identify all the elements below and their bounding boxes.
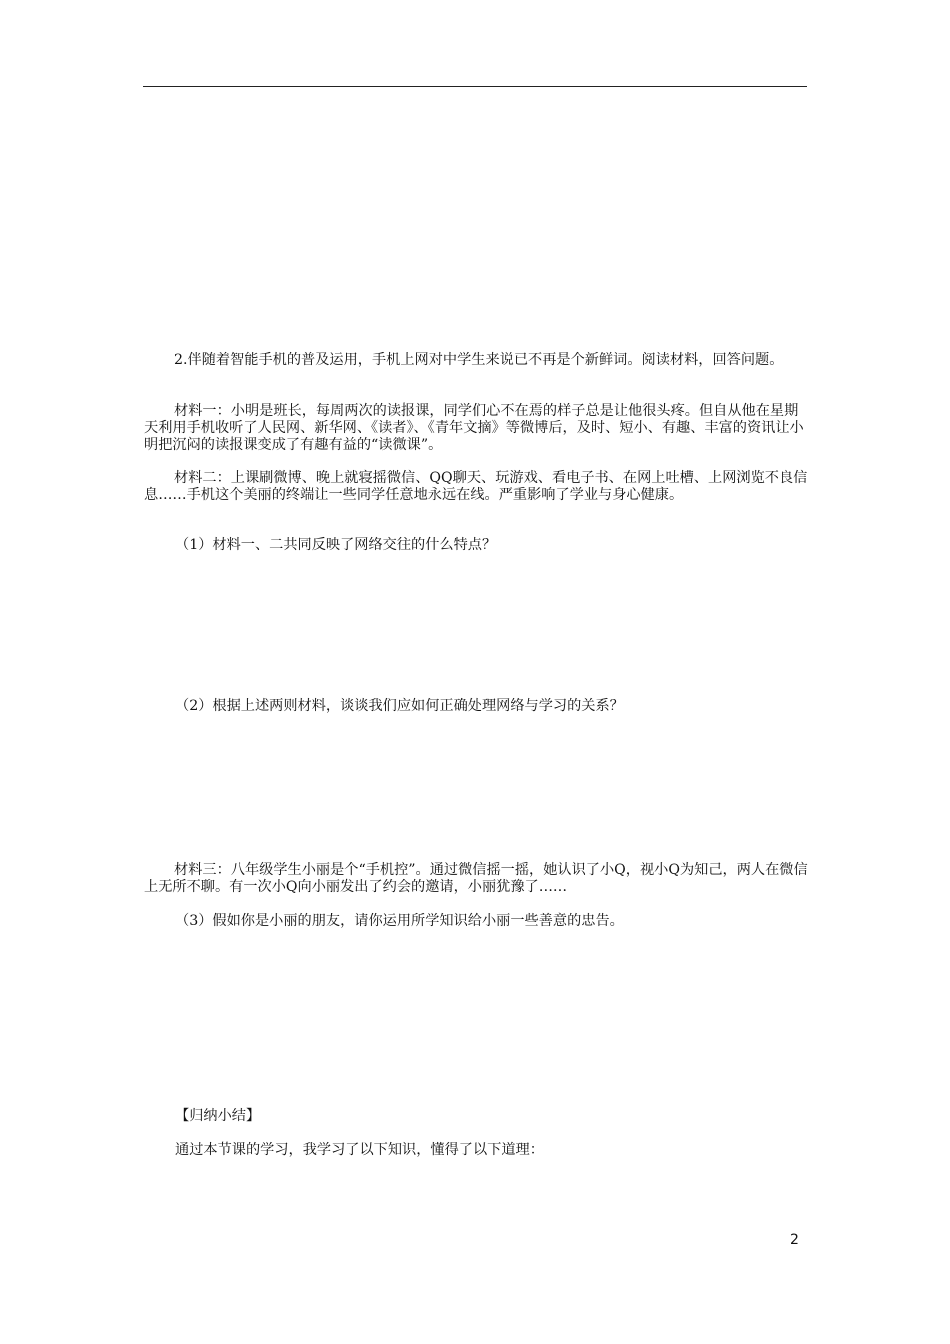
sub-question-1: （1）材料一、二共同反映了网络交往的什么特点？: [175, 537, 497, 553]
question-intro: 2.伴随着智能手机的普及运用，手机上网对中学生来说已不再是个新鲜词。阅读材料，回答问题。: [174, 352, 784, 368]
sub-question-3: （3）假如你是小丽的朋友，请你运用所学知识给小丽一些善意的忠告。: [175, 913, 624, 929]
material-two: 材料二：上课刷微博、晚上就寝摇微信、QQ聊天、玩游戏、看电子书、在网上吐槽、上网浏览不良信息……手机这个美丽的终端让一些同学任意地永远在线。严重影响了学业与身心健康。: [144, 470, 808, 503]
summary-text: 通过本节课的学习，我学习了以下知识，懂得了以下道理：: [175, 1142, 544, 1158]
summary-heading: 【归纳小结】: [175, 1108, 261, 1124]
material-one: 材料一：小明是班长，每周两次的读报课，同学们心不在焉的样子总是让他很头疼。但自从他在星期天利用手机收听了人民网、新华网、《读者》、《青年文摘》等微博后，及时、短小、有趣、丰富的资讯让小明把沉闷的读报课变成了有趣有益的“读微课”。: [144, 403, 804, 453]
header-rule: [143, 86, 807, 87]
material-three: 材料三：八年级学生小丽是个“手机控”。通过微信摇一摇，她认识了小Q，视小Q为知己，两人在微信上无所不聊。有一次小Q向小丽发出了约会的邀请，小丽犹豫了……: [144, 862, 808, 895]
sub-question-2: （2）根据上述两则材料，谈谈我们应如何正确处理网络与学习的关系？: [175, 698, 624, 714]
page-number: 2: [790, 1232, 799, 1248]
